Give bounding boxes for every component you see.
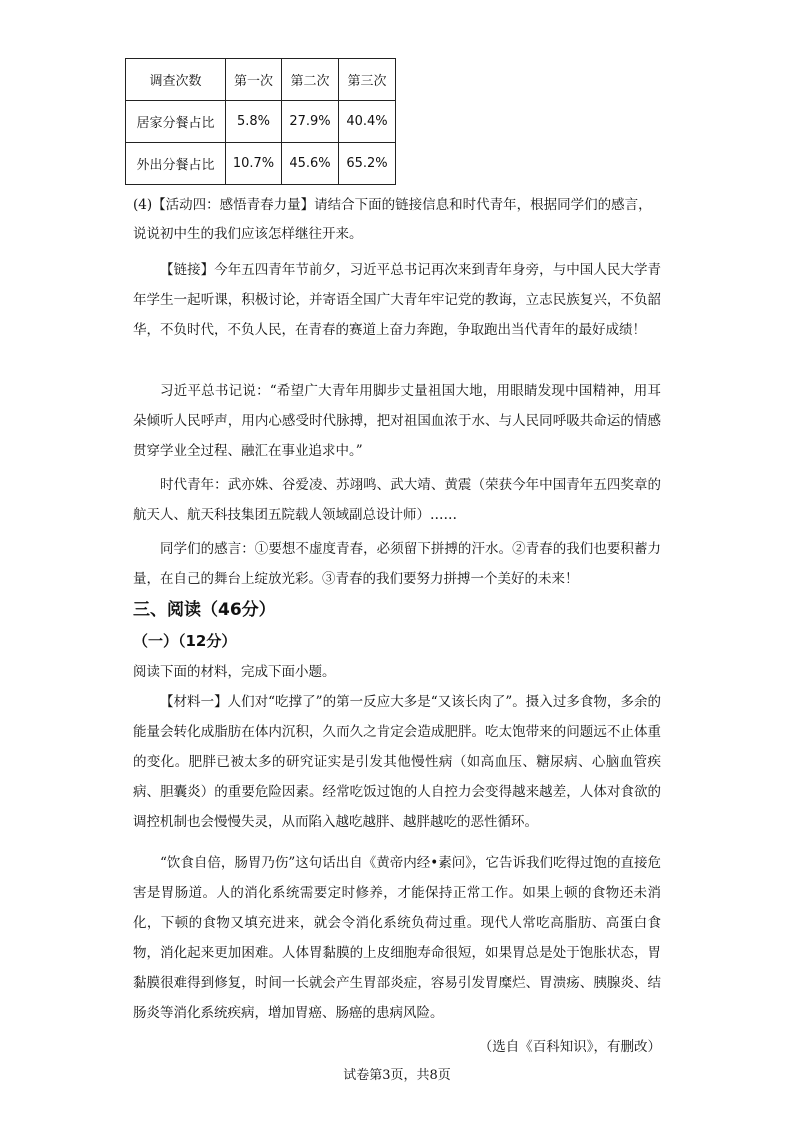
table-row (126, 101, 396, 143)
page-footer: 试卷第3页，共8页 (343, 1068, 451, 1083)
link-paragraph: 【链接】今年五四青年节前夕，习近平总书记再次来到青年身旁，与中国人民大学青年学生一起听课，积极讨论，并寄语全国广大青年牢记党的教诲，立志民族复兴，不负韶华，不负时代，不负人民，在青春的赛道上奋力奔跑，争取跑出当代青年的最好成绩！ (133, 262, 661, 338)
material-1-paragraph: 【材料一】人们对“吃撑了”的第一反应大多是“又该长肉了”。摄入过多食物，多余的能量会转化成脂肪在体内沉积，久而久之肯定会造成肥胖。吃太饱带来的问题远不止体重的变化。肥胖已被太多的研究证实是引发其他慢性病（如高血压、糖尿病、心脑血管疾病、胆囊炎）的重要危险因素。经常吃饭过饱的人自控力会变得越来越差，人体对食欲的调控机制也会慢慢失灵，从而陷入越吃越胖、越胖越吃的恶性循环。 (133, 694, 661, 830)
table-cell: 10.7% (226, 143, 282, 185)
question-4: (4)【活动四：感悟青春力量】请结合下面的链接信息和时代青年，根据同学们的感言，说说初中生的我们应该怎样继往开来。 (133, 197, 652, 242)
table-cell: 27.9% (282, 101, 339, 143)
instruction: 阅读下面的材料，完成下面小题。 (133, 664, 336, 680)
table-header-cell: 第三次 (339, 59, 396, 101)
section-title: 三、阅读（46分） (133, 600, 276, 620)
survey-table (125, 58, 396, 185)
table-header-cell: 第二次 (282, 59, 339, 101)
feelings-paragraph: 同学们的感言：①要想不虚度青春，必须留下拼搏的汗水。②青春的我们也要积蓄力量，在自己的舞台上绽放光彩。③青春的我们要努力拼搏一个美好的未来！ (133, 541, 661, 587)
table-header-cell: 第一次 (226, 59, 282, 101)
quote-paragraph: 习近平总书记说：“希望广大青年用脚步丈量祖国大地，用眼睛发现中国精神，用耳朵倾听人民呼声，用内心感受时代脉搏，把对祖国血浓于水、与人民同呼吸共命运的情感贯穿学业全过程、融汇在事业追求中。” (133, 383, 661, 459)
material-2-paragraph: “饮食自倍，肠胃乃伤”这句话出自《黄帝内经•素问》，它告诉我们吃得过饱的直接危害是胃肠道。人的消化系统需要定时修养，才能保持正常工作。如果上顿的食物还未消化，下顿的食物又填充进来，就会令消化系统负荷过重。现代人常吃高脂肪、高蛋白食物，消化起来更加困难。人体胃黏膜的上皮细胞寿命很短，如果胃总是处于饱胀状态，胃黏膜很难得到修复，时间一长就会产生胃部炎症，容易引发胃糜烂、胃溃疡、胰腺炎、结肠炎等消化系统疾病，增加胃癌、肠癌的患病风险。 (133, 855, 662, 1021)
table-cell: 外出分餐占比 (126, 143, 226, 185)
table-cell: 40.4% (339, 101, 396, 143)
source-citation: （选自《百科知识》，有删改） (478, 1039, 661, 1055)
table-header-cell: 调查次数 (126, 59, 226, 101)
table-cell: 65.2% (339, 143, 396, 185)
subsection-title: （一）（12分） (133, 632, 237, 650)
youth-paragraph: 时代青年：武亦姝、谷爱凌、苏翊鸣、武大靖、黄震（荣获今年中国青年五四奖章的航天人、航天科技集团五院载人领域副总设计师）…… (133, 477, 661, 523)
table-cell: 居家分餐占比 (126, 101, 226, 143)
table-header-row (126, 59, 396, 101)
table-cell: 45.6% (282, 143, 339, 185)
table-cell: 5.8% (226, 101, 282, 143)
table-row (126, 143, 396, 185)
